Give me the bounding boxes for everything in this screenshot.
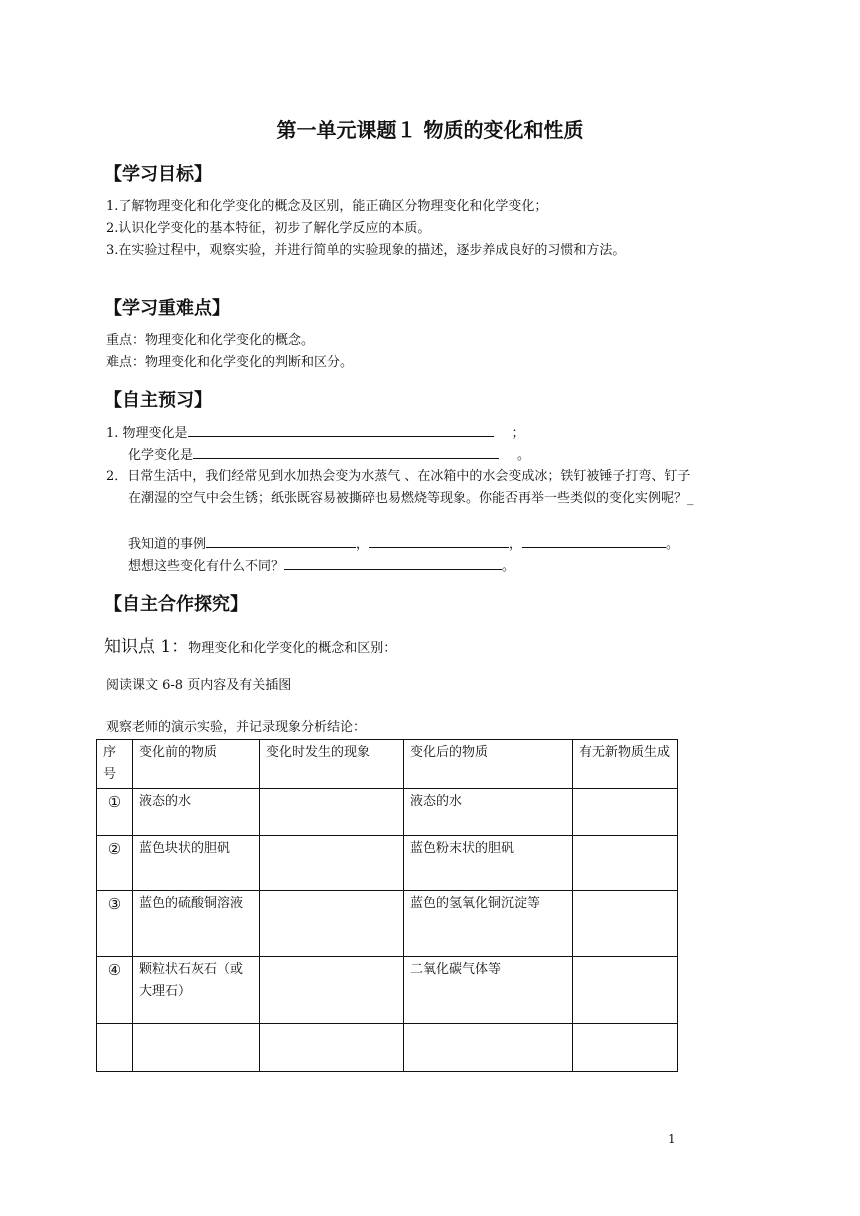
objective-item: 1.了解物理变化和化学变化的概念及区别，能正确区分物理变化和化学变化； (106, 199, 548, 214)
observation-table (96, 739, 678, 1072)
table-row (97, 836, 678, 891)
cell-phenomenon[interactable] (260, 1024, 404, 1072)
preview-heading: 【自主预习】 (104, 390, 212, 411)
cell-after[interactable] (404, 1024, 573, 1072)
think-label: 想想这些变化有什么不同？ (128, 559, 285, 574)
examples-row (128, 533, 679, 556)
row-index: ② (97, 836, 133, 891)
cell-after: 液态的水 (404, 789, 573, 836)
observe-instruction: 观察老师的演示实验，并记录现象分析结论： (106, 720, 367, 735)
cell-before: 液态的水 (133, 789, 260, 836)
example-blank-1[interactable] (206, 533, 356, 548)
cell-new-substance[interactable] (573, 836, 678, 891)
row-index: ④ (97, 957, 133, 1024)
table-row (97, 957, 678, 1024)
table-row (97, 1024, 678, 1072)
cell-phenomenon[interactable] (260, 789, 404, 836)
explore-heading: 【自主合作探究】 (104, 594, 248, 615)
think-row (128, 555, 515, 578)
header-new-substance: 有无新物质生成 (573, 740, 678, 789)
key-points-heading: 【学习重难点】 (104, 298, 230, 319)
knowledge-label: 知识点 1： (104, 637, 189, 657)
cell-new-substance[interactable] (573, 789, 678, 836)
cell-phenomenon[interactable] (260, 836, 404, 891)
knowledge-point (104, 632, 396, 657)
table-header-row (97, 740, 678, 789)
physical-change-label: 1. 物理变化是 (106, 426, 188, 441)
objective-item: 2.认识化学变化的基本特征，初步了解化学反应的本质。 (106, 221, 431, 236)
row-index: ③ (97, 891, 133, 957)
header-before: 变化前的物质 (133, 740, 260, 789)
example-blank-2[interactable] (369, 533, 509, 548)
examples-label: 我知道的事例 (128, 537, 207, 552)
cell-after: 二氧化碳气体等 (404, 957, 573, 1024)
cell-before: 蓝色块状的胆矾 (133, 836, 260, 891)
cell-before[interactable] (133, 1024, 260, 1072)
objective-item: 3.在实验过程中，观察实验，并进行简单的实验现象的描述，逐步养成良好的习惯和方法。 (106, 243, 626, 258)
preview-q1-chemical (128, 444, 530, 467)
chemical-change-label: 化学变化是 (128, 448, 194, 463)
period: 。 (517, 448, 531, 463)
preview-q2-text: 2．日常生活中，我们经常见到水加热会变为水蒸气 、在冰箱中的水会变成冰；铁钉被锤子打弯、钉子在潮湿的空气中会生锈；纸张既容易被撕碎也易燃烧等现象。你能否再举一些类似的变化实例呢？_ (106, 469, 694, 506)
cell-phenomenon[interactable] (260, 891, 404, 957)
comma: ， (509, 537, 523, 552)
period: 。 (666, 537, 680, 552)
chemical-change-blank[interactable] (193, 444, 499, 459)
cell-after: 蓝色的氢氧化铜沉淀等 (404, 891, 573, 957)
focus-text: 重点：物理变化和化学变化的概念。 (106, 333, 315, 348)
example-blank-3[interactable] (522, 533, 666, 548)
cell-after: 蓝色粉末状的胆矾 (404, 836, 573, 891)
cell-new-substance[interactable] (573, 1024, 678, 1072)
table-row (97, 789, 678, 836)
period: 。 (502, 559, 516, 574)
physical-change-blank[interactable] (188, 422, 494, 437)
cell-before: 颗粒状石灰石（或大理石） (133, 957, 260, 1024)
row-index: ① (97, 789, 133, 836)
header-phenomenon: 变化时发生的现象 (260, 740, 404, 789)
cell-new-substance[interactable] (573, 891, 678, 957)
knowledge-title: 物理变化和化学变化的概念和区别： (188, 641, 397, 656)
cell-phenomenon[interactable] (260, 957, 404, 1024)
preview-q1-physical (106, 422, 525, 445)
header-after: 变化后的物质 (404, 740, 573, 789)
semicolon: ； (511, 426, 525, 441)
objectives-heading: 【学习目标】 (104, 164, 212, 185)
cell-new-substance[interactable] (573, 957, 678, 1024)
header-index: 序号 (97, 740, 133, 789)
think-blank[interactable] (284, 555, 502, 570)
comma: ， (356, 537, 370, 552)
table-row (97, 891, 678, 957)
page-number: 1 (668, 1132, 676, 1146)
page-title: 第一单元课题１ 物质的变化和性质 (276, 118, 584, 142)
difficulty-text: 难点：物理变化和化学变化的判断和区分。 (106, 355, 354, 370)
row-index (97, 1024, 133, 1072)
cell-before: 蓝色的硫酸铜溶液 (133, 891, 260, 957)
reading-instruction: 阅读课文 6-8 页内容及有关插图 (106, 678, 292, 693)
